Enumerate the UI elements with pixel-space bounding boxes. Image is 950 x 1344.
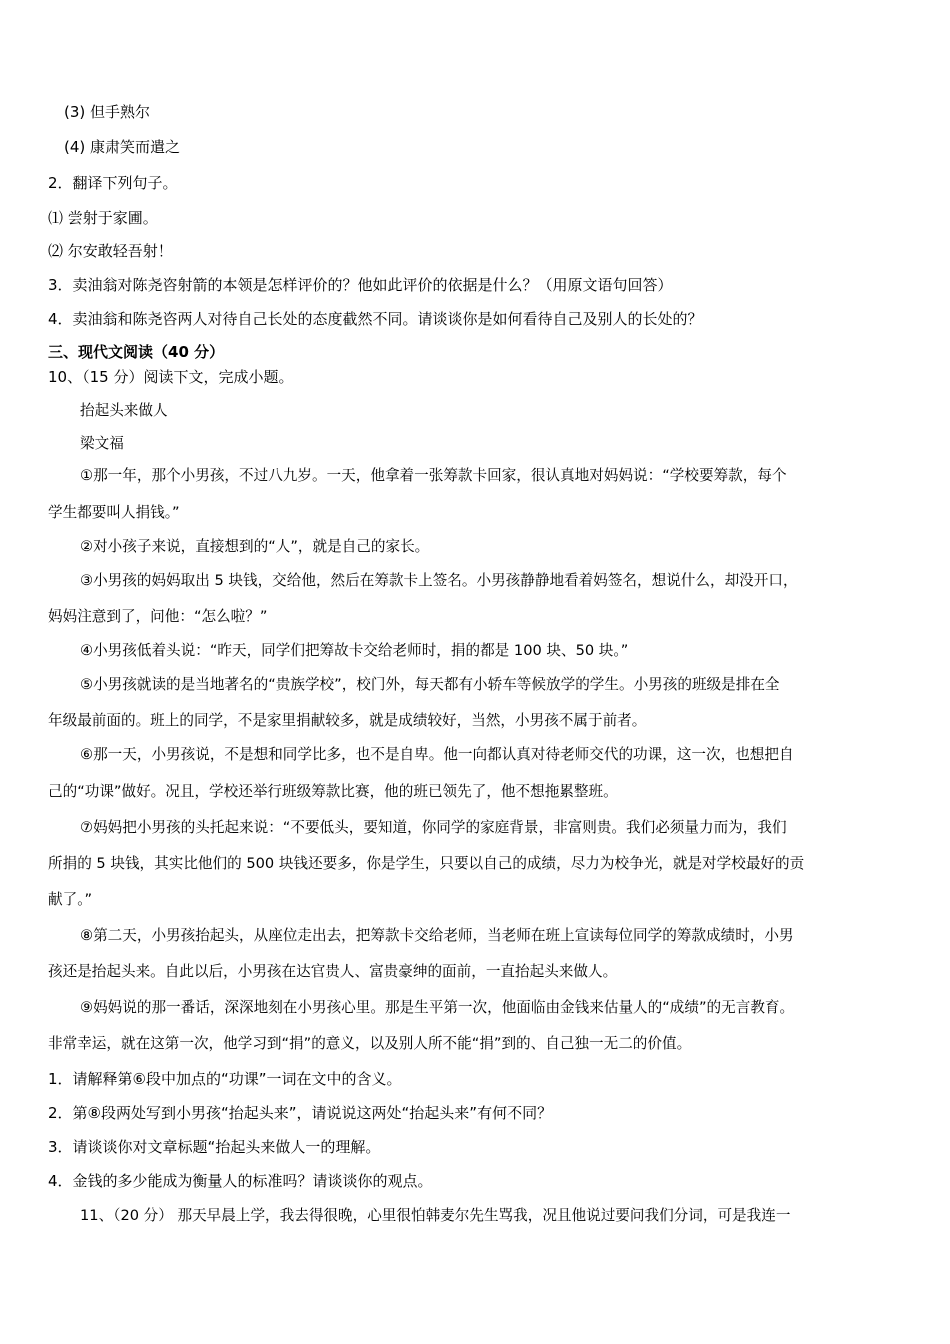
section-heading: 三、现代文阅读（40 分） xyxy=(48,343,225,361)
article-line: ⑤小男孩就读的是当地著名的“贵族学校”，校门外，每天都有小轿车等候放学的学生。小男孩的班级是排在全 xyxy=(80,676,780,693)
word-item-4: (4) 康肃笑而遣之 xyxy=(64,138,181,156)
article-author: 梁文福 xyxy=(80,435,124,452)
question-2: 2．翻译下列句子。 xyxy=(48,174,178,192)
question-item: 3．请谈谈你对文章标题“抬起头来做人一的理解。 xyxy=(48,1138,381,1156)
article-line: ⑨妈妈说的那一番话，深深地刻在小男孩心里。那是生平第一次，他面临由金钱来估量人的“成绩”的无言教育。 xyxy=(80,999,795,1016)
article-line: ①那一年，那个小男孩，不过八九岁。一天，他拿着一张筹款卡回家，很认真地对妈妈说：“学校要筹款，每个 xyxy=(80,467,787,484)
word-item-3: (3) 但手熟尔 xyxy=(64,103,151,121)
article-line: 所捐的 5 块钱，其实比他们的 500 块钱还要多，你是学生，只要以自己的成绩，尽力为校争光，就是对学校最好的贡 xyxy=(48,855,805,872)
article-line: 非常幸运，就在这第一次，他学习到“捐”的意义，以及别人所不能“捐”到的、自己独一无二的价值。 xyxy=(48,1035,692,1052)
article-line: 献了。” xyxy=(48,891,93,908)
article-line: 学生都要叫人捐钱。” xyxy=(48,504,180,521)
article-line: ⑧第二天，小男孩抬起头，从座位走出去，把筹款卡交给老师，当老师在班上宣读每位同学的筹款成绩时，小男 xyxy=(80,927,794,944)
article-line: ③小男孩的妈妈取出 5 块钱，交给他，然后在筹款卡上签名。小男孩静静地看着妈签名，想说什么，却没开口， xyxy=(80,572,798,589)
question-10-intro: 10、（15 分）阅读下文，完成小题。 xyxy=(48,368,294,386)
article-line: ②对小孩子来说，直接想到的“人”，就是自己的家长。 xyxy=(80,538,430,555)
question-item: 1．请解释第⑥段中加点的“功课”一词在文中的含义。 xyxy=(48,1070,402,1088)
question-11-intro: 11、（20 分） 那天早晨上学，我去得很晚，心里很怕韩麦尔先生骂我，况且他说过要问我们分词，可是我连一 xyxy=(80,1207,791,1224)
article-line: 孩还是抬起头来。自此以后，小男孩在达官贵人、富贵豪绅的面前，一直抬起头来做人。 xyxy=(48,963,618,980)
question-3: 3．卖油翁对陈尧咨射箭的本领是怎样评价的？他如此评价的依据是什么？（用原文语句回答） xyxy=(48,276,673,294)
article-line: ⑥那一天，小男孩说，不是想和同学比多，也不是自卑。他一向都认真对待老师交代的功课，这一次，也想把自 xyxy=(80,746,794,763)
article-line: ⑦妈妈把小男孩的头托起来说：“不要低头，要知道，你同学的家庭背景，非富则贵。我们必须量力而为，我们 xyxy=(80,819,787,836)
question-4: 4．卖油翁和陈尧咨两人对待自己长处的态度截然不同。请谈谈你是如何看待自己及别人的长处的？ xyxy=(48,310,703,328)
sentence-2: ⑵ 尔安敢轻吾射！ xyxy=(48,242,173,260)
question-item: 2．第⑧段两处写到小男孩“抬起头来”，请说说这两处“抬起头来”有何不同？ xyxy=(48,1104,553,1122)
article-line: 己的“功课”做好。况且，学校还举行班级筹款比赛，他的班已领先了，他不想拖累整班。 xyxy=(48,783,618,800)
question-item: 4．金钱的多少能成为衡量人的标准吗？请谈谈你的观点。 xyxy=(48,1172,433,1190)
article-line: 年级最前面的。班上的同学，不是家里捐献较多，就是成绩较好，当然，小男孩不属于前者。 xyxy=(48,712,647,729)
sentence-1: ⑴ 尝射于家圃。 xyxy=(48,209,158,227)
article-line: ④小男孩低着头说：“昨天，同学们把筹故卡交给老师时，捐的都是 100 块、50 块。” xyxy=(80,642,629,659)
article-line: 妈妈注意到了，问他：“怎么啦？” xyxy=(48,608,268,625)
article-title: 抬起头来做人 xyxy=(80,402,168,419)
